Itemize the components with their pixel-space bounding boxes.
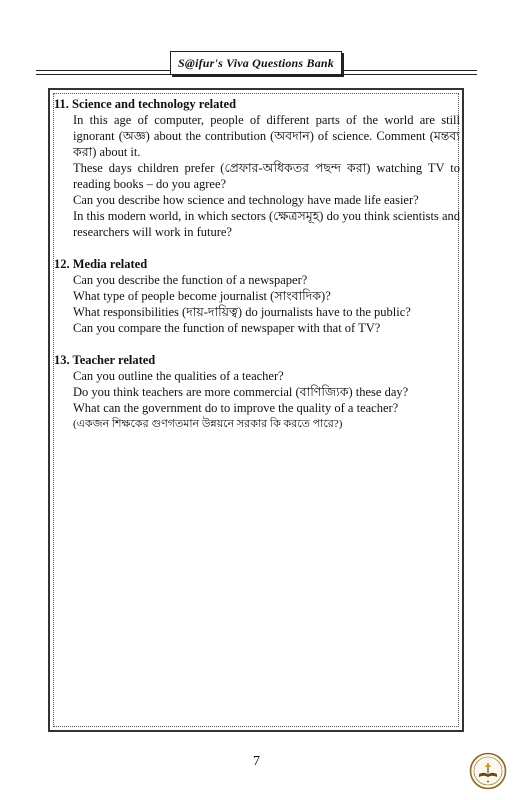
section-science-technology	[54, 96, 464, 240]
question-item: (একজন শিক্ষকের গুণগতমান উন্নয়নে সরকার কি করতে পারে?)	[73, 418, 343, 430]
section-title: 12. Media related	[54, 257, 148, 271]
section-media	[54, 256, 464, 336]
header-title: S@ifur's Viva Questions Bank	[170, 51, 342, 75]
section-title: 13. Teacher related	[54, 353, 156, 367]
question-item: What responsibilities (দায়-দায়িত্ব) do journalists have to the public?	[73, 305, 411, 319]
section-teacher	[54, 352, 464, 432]
page-header	[0, 46, 513, 82]
question-item: In this age of computer, people of different parts of the world are still ignorant (অজ্ঞ) about the contribution (অবদান) of science. Comment (মন্তব্য করা) about it.	[73, 113, 460, 159]
section-title: 11. Science and technology related	[54, 97, 237, 111]
question-item: In this modern world, in which sectors (ক্ষেত্রসমূহ) do you think scientists and researchers will work in future?	[73, 209, 460, 239]
questions-content	[54, 96, 464, 448]
question-item: Can you outline the qualities of a teacher?	[73, 369, 284, 383]
question-item: These days children prefer (প্রেফার-অধিকতর পছন্দ করা) watching TV to reading books – do you agree?	[73, 161, 460, 191]
question-item: What type of people become journalist (সাংবাদিক)?	[73, 289, 331, 303]
question-item: Can you describe the function of a newspaper?	[73, 273, 308, 287]
page-number: 7	[253, 754, 260, 769]
question-item: Do you think teachers are more commercial (বাণিজ্যিক) these day?	[73, 385, 409, 399]
book-emblem-icon	[469, 752, 507, 790]
question-item: Can you compare the function of newspaper with that of TV?	[73, 321, 381, 335]
question-item: Can you describe how science and technology have made life easier?	[73, 193, 419, 207]
question-item: What can the government do to improve the quality of a teacher?	[73, 401, 399, 415]
